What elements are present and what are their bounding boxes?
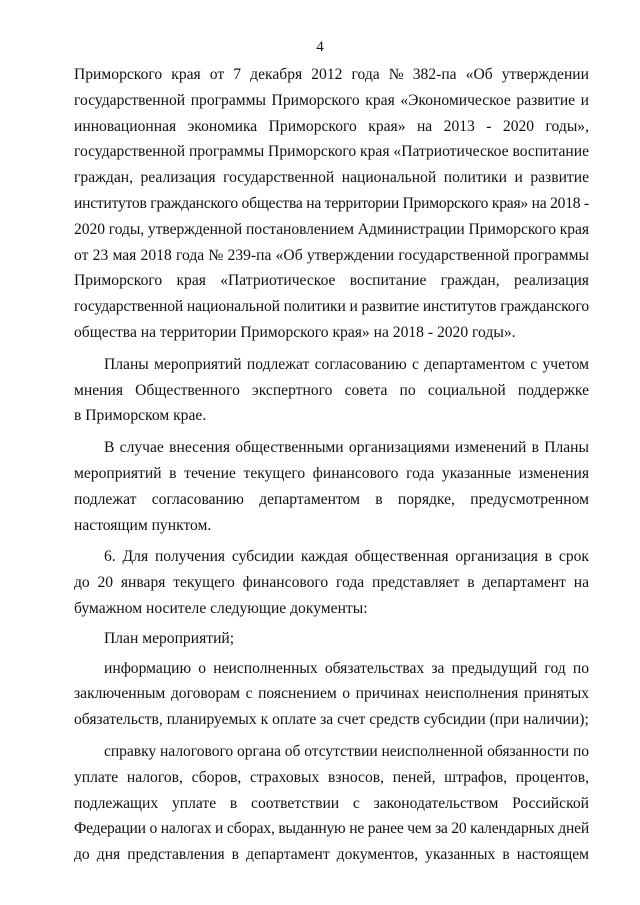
text-line: государственной национальной политики и развитие институтов гражданского	[74, 298, 589, 316]
paragraph-obligations-info	[74, 656, 589, 733]
paragraph-tax-certificate	[74, 739, 589, 868]
text-line: граждан, реализация государственной национальной политики и развитие	[74, 169, 589, 187]
text-line: обязательств, планируемых к оплате за счет средств субсидии (при наличии);	[74, 711, 589, 729]
text-line: государственной программы Приморского края «Экономическое развитие и	[74, 91, 589, 109]
text-line: в Приморском крае.	[74, 407, 207, 425]
text-line: 2020 годы, утвержденной постановлением Администрации Приморского края	[74, 220, 589, 238]
text-line: государственной программы Приморского края «Патриотическое воспитание	[74, 143, 589, 161]
text-line: подлежащих уплате в соответствии с законодательством Российской	[74, 794, 589, 812]
text-line: 6. Для получения субсидии каждая общественная организация в срок	[104, 548, 589, 566]
text-line: подлежат согласованию департаментом в порядке, предусмотренном	[74, 490, 589, 508]
text-line: до 20 января текущего финансового года представляет в департамент на	[74, 574, 589, 592]
text-line: уплате налогов, сборов, страховых взносов, пеней, штрафов, процентов,	[74, 768, 589, 786]
paragraph-plan-changes	[74, 435, 589, 538]
text-line: справку налогового органа об отсутствии неисполненной обязанности по	[104, 742, 589, 760]
text-line: общества на территории Приморского края» на 2018 - 2020 годы».	[74, 323, 516, 341]
text-line: Приморского края «Патриотическое воспитание граждан, реализация	[74, 272, 589, 290]
text-line: Приморского края от 7 декабря 2012 года № 382-па «Об утверждении	[74, 66, 589, 83]
paragraph-item-6	[74, 544, 589, 621]
text-line: от 23 мая 2018 года № 239-па «Об утверждении государственной программы	[74, 246, 589, 264]
text-line: заключенным договорам с пояснением о причинах неисполнения принятых	[74, 685, 589, 703]
text-line: информацию о неисполненных обязательствах за предыдущий год по	[104, 659, 589, 677]
paragraph-plans-approval	[74, 352, 589, 429]
text-line: Планы мероприятий подлежат согласованию с департаментом с учетом	[104, 355, 589, 373]
text-line: бумажном носителе следующие документы:	[74, 599, 368, 617]
text-line: настоящим пунктом.	[74, 516, 212, 534]
text-line: мнения Общественного экспертного совета по социальной поддержке	[74, 381, 589, 399]
paragraph-continuation	[74, 62, 589, 346]
text-line: мероприятий в течение текущего финансового года указанные изменения	[74, 464, 589, 482]
text-line: до дня представления в департамент документов, указанных в настоящем	[74, 846, 589, 864]
paragraph-plan-item	[74, 626, 589, 652]
text-line: План мероприятий;	[104, 629, 235, 647]
text-line: Федерации о налогах и сборах, выданную не ранее чем за 20 календарных дней	[74, 820, 589, 838]
document-body	[74, 62, 589, 868]
text-line: В случае внесения общественными организациями изменений в Планы	[104, 439, 589, 457]
text-line: институтов гражданского общества на территории Приморского края» на 2018 -	[74, 194, 589, 212]
page-number: 4	[316, 39, 324, 55]
text-line: инновационная экономика Приморского края» на 2013 - 2020 годы»,	[74, 117, 589, 135]
